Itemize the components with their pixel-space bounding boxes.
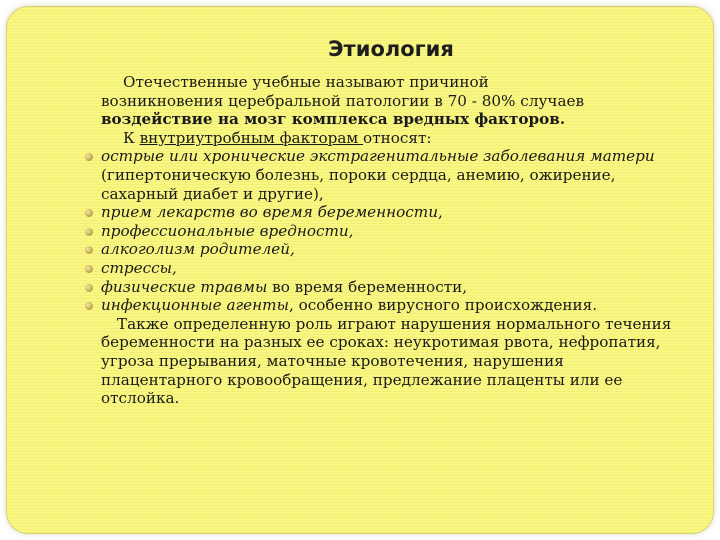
slide-content xyxy=(101,73,676,408)
list-item xyxy=(101,278,676,297)
factor-italic: алкоголизм родителей, xyxy=(101,240,295,259)
factor-normal: (гипертоническую болезнь, пороки сердца, анемию, ожирение, сахарный диабет и другие), xyxy=(101,165,616,203)
factors-underlined: внутриутробным факторам xyxy=(139,128,364,147)
intro-line-3: воздействие на мозг комплекса вредных факторов. xyxy=(101,110,566,129)
list-item xyxy=(101,147,676,203)
list-item xyxy=(101,259,676,278)
factors-suffix: относят: xyxy=(363,128,432,147)
bullet-icon xyxy=(85,284,93,292)
factors-prefix: К xyxy=(123,128,140,147)
bullet-icon xyxy=(85,246,93,254)
list-item xyxy=(101,203,676,222)
bullet-icon xyxy=(85,153,93,161)
list-item xyxy=(101,240,676,259)
factor-italic: профессиональные вредности, xyxy=(101,221,354,240)
factor-normal: во время беременности, xyxy=(267,277,468,296)
factors-line xyxy=(101,129,676,148)
bullet-icon xyxy=(85,209,93,217)
slide-title: Этиология xyxy=(328,37,454,61)
list-item xyxy=(101,296,676,315)
factor-italic: физические травмы xyxy=(101,277,268,296)
bullet-icon xyxy=(85,302,93,310)
factor-italic: острые или хронические экстрагенитальные заболевания матери xyxy=(101,147,655,166)
bullet-icon xyxy=(85,228,93,236)
factor-normal: , xyxy=(438,203,443,222)
factor-italic: стрессы, xyxy=(101,258,177,277)
bullet-icon xyxy=(85,265,93,273)
factor-italic: прием лекарств во время беременности xyxy=(101,203,438,222)
factor-list xyxy=(101,147,676,314)
list-item xyxy=(101,222,676,241)
intro-line-1: Отечественные учебные называют причиной xyxy=(123,73,489,91)
intro-line-2: возникновения церебральной патологии в 70 - 80% случаев xyxy=(101,91,585,110)
factor-normal: , особенно вирусного происхождения. xyxy=(288,296,598,315)
closing-paragraph: Также определенную роль играют нарушения нормального течения беременности на разных ее сроках: неукротимая рвота, нефропатия, угроза прерывания, маточные кровотечения, нарушения плацентарного кровообращения, предлежание плаценты или ее отслойка. xyxy=(101,314,672,408)
factor-italic: инфекционные агенты xyxy=(101,296,289,315)
slide xyxy=(6,6,714,534)
